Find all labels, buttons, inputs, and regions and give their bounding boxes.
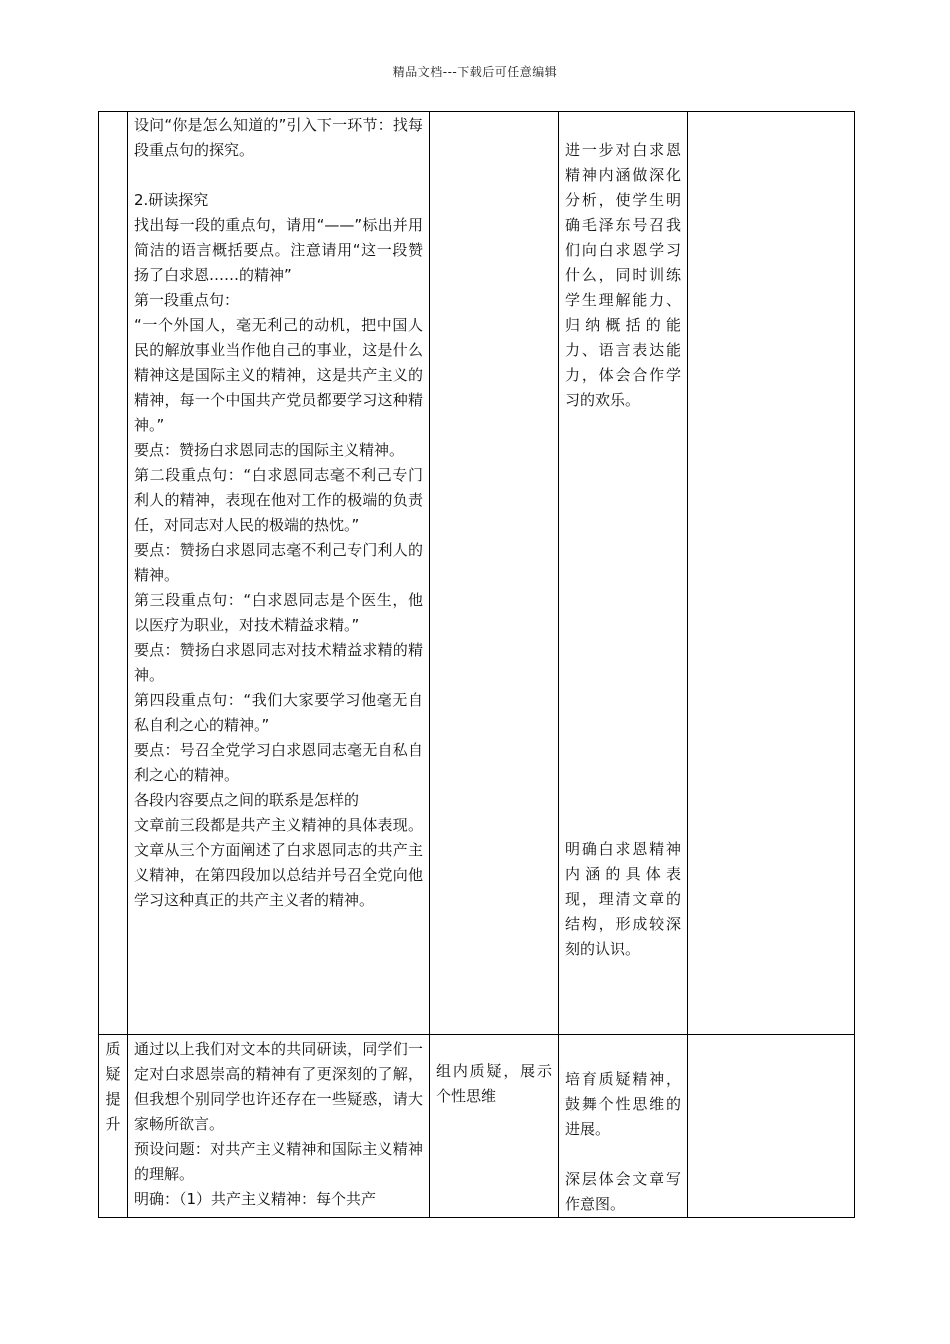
paragraph: “一个外国人，毫无利己的动机，把中国人民的解放事业当作他自己的事业，这是什么精神这是国际主义的精神，这是共产主义的精神，每一个中国共产党员都要学习这种精神。” <box>134 316 423 434</box>
design-intent-text: 培育质疑精神，鼓舞个性思维的进展。 <box>565 1070 681 1138</box>
page-header: 精品文档---下载后可任意编辑 <box>392 65 558 79</box>
paragraph: 第四段重点句：“我们大家要学习他毫无自私自利之心的精神。” <box>134 691 423 734</box>
design-intent-text: 明确白求恩精神内涵的具体表现，理清文章的结构，形成较深刻的认识。 <box>565 840 681 958</box>
stage-char: 升 <box>105 1115 121 1133</box>
paragraph: 各段内容要点之间的联系是怎样的 <box>134 791 360 809</box>
stage-cell <box>99 1035 128 1218</box>
design-intent-cell <box>559 1035 688 1218</box>
paragraph: 设问“你是怎么知道的”引入下一环节：找每段重点句的探究。 <box>134 116 423 159</box>
stage-cell <box>99 112 128 1035</box>
table-row <box>99 112 855 1035</box>
blank-line <box>565 1142 681 1167</box>
teacher-activity-cell <box>128 1035 430 1218</box>
paragraph: 要点：号召全党学习白求恩同志毫无自私自利之心的精神。 <box>134 741 423 784</box>
paragraph: 第三段重点句：“白求恩同志是个医生，他以医疗为职业，对技术精益求精。” <box>134 591 423 634</box>
paragraph: 第二段重点句：“白求恩同志毫不利己专门利人的精神，表现在他对工作的极端的负责任，对同志对人民的极端的热忱。” <box>134 466 423 534</box>
paragraph: 要点：赞扬白求恩同志的国际主义精神。 <box>134 441 405 459</box>
design-intent-text: 深层体会文章写作意图。 <box>565 1170 681 1213</box>
paragraph: 预设问题：对共产主义精神和国际主义精神的理解。 <box>134 1140 423 1183</box>
paragraph: 找出每一段的重点句，请用“——”标出并用简洁的语言概括要点。注意请用“这一段赞扬了白求恩……的精神” <box>134 216 423 284</box>
spacer <box>565 413 681 837</box>
paragraph: 第一段重点句： <box>134 291 240 309</box>
student-activity-cell <box>430 112 559 1035</box>
lesson-plan-table <box>98 111 855 1218</box>
stage-char: 疑 <box>105 1065 121 1083</box>
paragraph: 要点：赞扬白求恩同志毫不利己专门利人的精神。 <box>134 541 423 584</box>
teacher-activity-cell <box>128 112 430 1035</box>
student-activity-text: 组内质疑，展示个性思维 <box>436 1062 552 1105</box>
notes-cell <box>688 1035 855 1218</box>
blank-line <box>134 163 423 188</box>
design-intent-cell <box>559 112 688 1035</box>
design-intent-text: 进一步对白求恩精神内涵做深化分析，使学生明确毛泽东号召我们向白求恩学习什么，同时训练学生理解能力、归纳概括的能力、语言表达能力，体会合作学习的欢乐。 <box>565 141 681 409</box>
student-activity-cell <box>430 1035 559 1218</box>
section-heading: 2.研读探究 <box>134 191 209 209</box>
stage-char: 质 <box>105 1040 121 1058</box>
notes-cell <box>688 112 855 1035</box>
stage-char: 提 <box>105 1090 121 1108</box>
table-row <box>99 1035 855 1218</box>
paragraph: 文章前三段都是共产主义精神的具体表现。文章从三个方面阐述了白求恩同志的共产主义精神，在第四段加以总结并号召全党向他学习这种真正的共产主义者的精神。 <box>134 816 423 909</box>
paragraph: 明确：（1）共产主义精神：每个共产 <box>134 1190 377 1208</box>
paragraph: 要点：赞扬白求恩同志对技术精益求精的精神。 <box>134 641 423 684</box>
paragraph: 通过以上我们对文本的共同研读，同学们一定对白求恩崇高的精神有了更深刻的了解，但我想个别同学也许还存在一些疑惑，请大家畅所欲言。 <box>134 1040 423 1133</box>
